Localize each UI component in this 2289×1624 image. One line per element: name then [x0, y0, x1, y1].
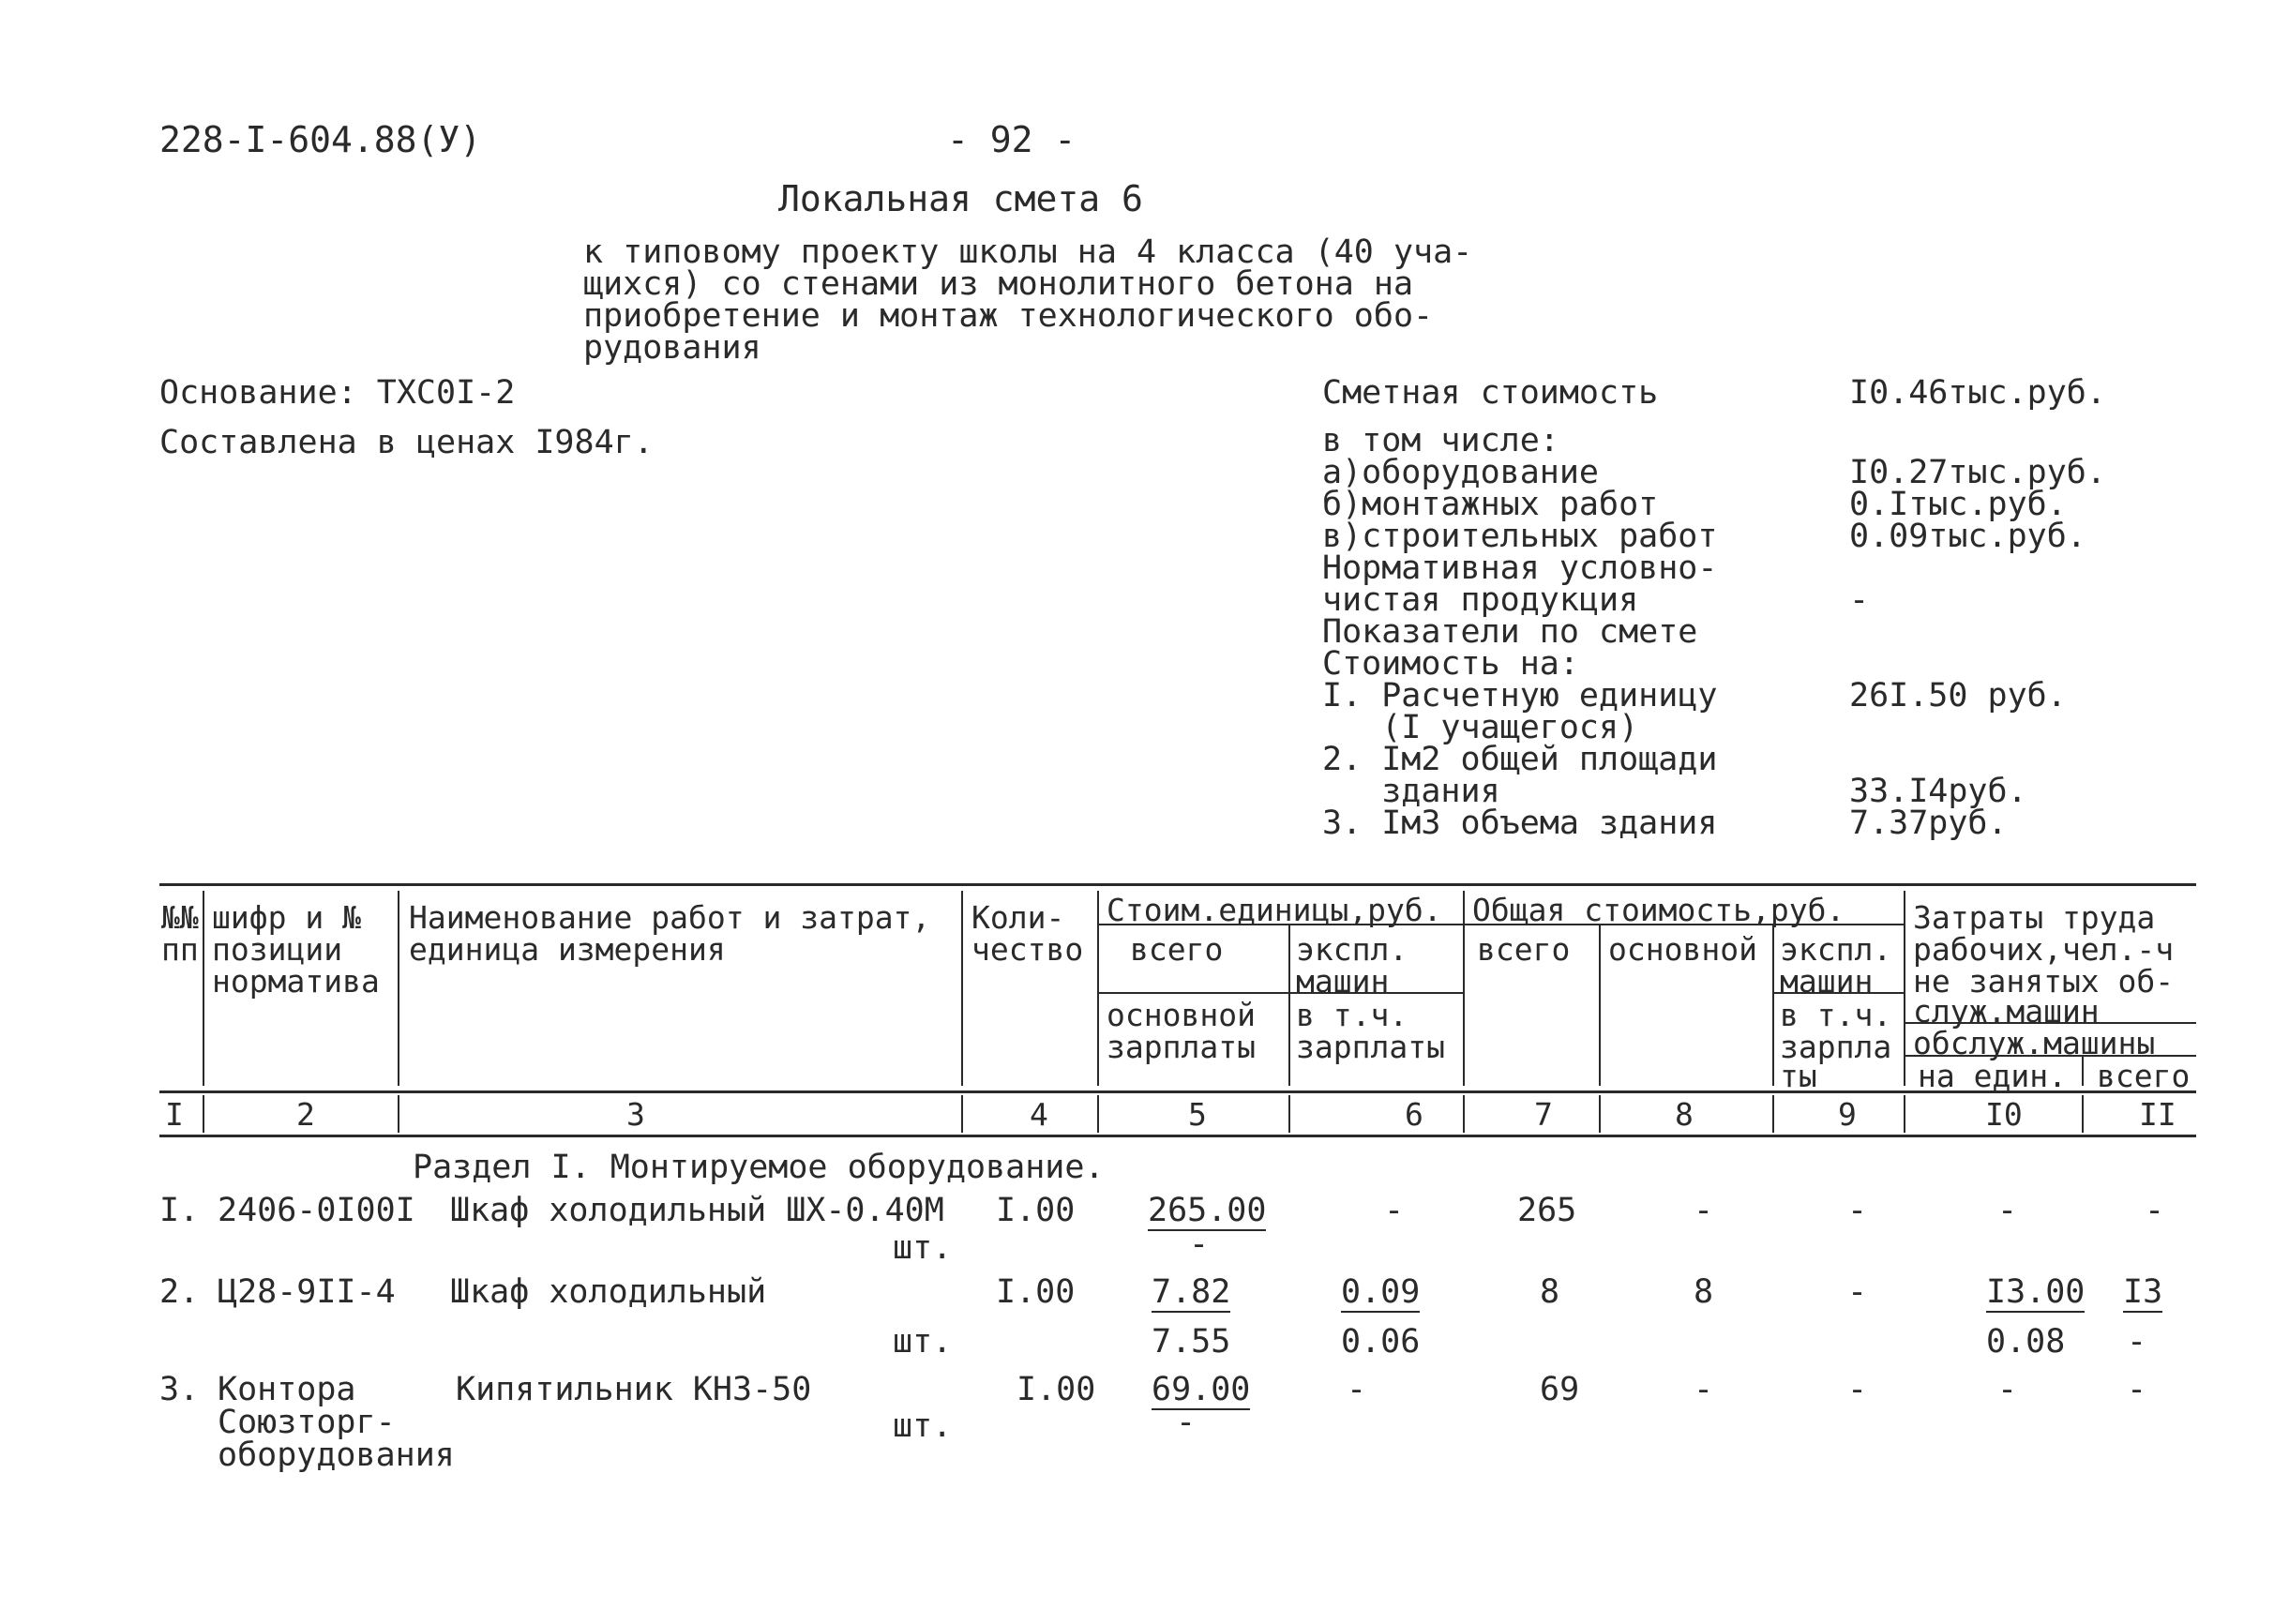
summary-label: I. Расчетную единицу	[1322, 677, 1718, 714]
header-unit-mach: машин	[1296, 963, 1390, 1000]
row-unit-cost: 265.00	[1148, 1192, 1267, 1229]
header-labor-sub: рабочих,чел.-ч	[1913, 931, 2175, 968]
basis-line: Основание: ТХС0I-2	[159, 374, 516, 412]
column-number: 6	[1405, 1096, 1423, 1133]
header-col4-line: Коли-	[971, 899, 1065, 936]
row-unit-mach-wage: 0.06	[1341, 1323, 1421, 1361]
prices-line: Составлена в ценах I984г.	[159, 424, 654, 461]
row-quantity: I.00	[1016, 1371, 1096, 1408]
column-separator	[203, 891, 204, 1086]
header-unit-wage: зарплаты	[1107, 1029, 1256, 1065]
row-unit-wage: -	[1176, 1404, 1197, 1441]
row-number: I.	[159, 1192, 200, 1229]
column-separator	[2082, 1095, 2084, 1133]
subtitle-line: приобретение и монтаж технологического обо-	[583, 297, 1434, 335]
row-labor-total: -	[2127, 1371, 2147, 1408]
column-separator	[961, 891, 963, 1086]
header-unit-cost: Стоим.единицы,руб.	[1107, 892, 1442, 928]
column-separator	[1599, 924, 1601, 1086]
column-number: I	[165, 1096, 184, 1133]
summary-value: 7.37руб.	[1849, 804, 2008, 842]
column-separator	[1463, 1095, 1465, 1133]
header-unit-total: всего	[1130, 931, 1224, 968]
row-labor-serv-total: -	[2127, 1323, 2147, 1361]
row-total-mach: -	[1847, 1273, 1868, 1311]
row-unit: шт.	[893, 1229, 953, 1267]
row-code: Ц28-9II-4	[218, 1273, 396, 1311]
summary-label: Стоимость на:	[1322, 645, 1579, 683]
row-total-mach: -	[1847, 1371, 1868, 1408]
header-labor-sub: служ.машин	[1913, 993, 2100, 1030]
section-title: Раздел I. Монтируемое оборудование.	[413, 1149, 1105, 1186]
summary-label: а)оборудование	[1322, 454, 1600, 491]
subtitle-line: рудования	[583, 329, 761, 367]
column-separator	[1097, 1095, 1099, 1133]
column-number: II	[2139, 1096, 2176, 1133]
summary-label: 2. Iм2 общей площади	[1322, 741, 1718, 778]
summary-label: в)строительных работ	[1322, 518, 1718, 555]
subtitle-line: щихся) со стенами из монолитного бетона на	[583, 265, 1414, 303]
header-col4-line: чество	[971, 931, 1084, 968]
column-separator	[1288, 924, 1290, 1086]
column-separator	[1599, 1095, 1601, 1133]
header-total-mach-wage: в т.ч.	[1780, 997, 1892, 1033]
summary-label: (I учащегося)	[1322, 709, 1639, 746]
summary-value: I0.27тыс.руб.	[1849, 454, 2106, 491]
column-separator	[398, 1095, 399, 1133]
row-name: Шкаф холодильный ШХ-0.40М	[450, 1192, 944, 1229]
row-name: Шкаф холодильный	[450, 1273, 767, 1311]
summary-value: 26I.50 руб.	[1849, 677, 2067, 714]
column-separator	[203, 1095, 204, 1133]
column-number: 4	[1030, 1096, 1048, 1133]
page-number: - 92 -	[947, 119, 1077, 160]
row-labor-unit: -	[1997, 1192, 2018, 1229]
row-unit-cost: 69.00	[1152, 1371, 1251, 1408]
header-total-mach-wage: ты	[1780, 1058, 1817, 1094]
row-unit-mach: -	[1347, 1371, 1367, 1408]
row-unit-wage: -	[1189, 1226, 1210, 1263]
header-col2-line: позиции	[212, 931, 343, 968]
header-total-all: всего	[1477, 931, 1571, 968]
summary-value: -	[1849, 581, 1870, 619]
row-labor-total: -	[2145, 1192, 2165, 1229]
column-number: 3	[626, 1096, 645, 1133]
row-labor-total: I3	[2123, 1273, 2163, 1311]
header-unit-mach: экспл.	[1296, 931, 1408, 968]
column-separator	[1904, 1095, 1905, 1133]
column-separator	[1772, 924, 1774, 1086]
header-labor-serv: обслуж.машины	[1913, 1025, 2156, 1061]
header-total-main: основной	[1608, 931, 1757, 968]
header-unit-wage: основной	[1107, 997, 1256, 1033]
header-col1-line: №№	[161, 899, 199, 936]
header-total-mach-wage: зарпла	[1780, 1029, 1892, 1065]
subtitle-line: к типовому проекту школы на 4 класса (40 уча-	[583, 233, 1473, 271]
row-labor-unit: I3.00	[1986, 1273, 2086, 1311]
row-number: 3.	[159, 1371, 200, 1408]
header-total-mach: машин	[1780, 963, 1874, 1000]
header-rule	[1099, 992, 1463, 994]
column-separator	[961, 1095, 963, 1133]
row-unit-wage: 7.55	[1152, 1323, 1231, 1361]
column-separator	[1772, 1095, 1774, 1133]
column-number: 2	[296, 1096, 315, 1133]
column-separator	[1097, 891, 1099, 1086]
row-labor-unit: -	[1997, 1371, 2018, 1408]
header-col2-line: шифр и №	[212, 899, 361, 936]
document-code: 228-I-604.88(У)	[159, 119, 482, 160]
header-col2-line: норматива	[212, 963, 380, 1000]
row-total-main: -	[1694, 1371, 1714, 1408]
row-total-main: -	[1694, 1192, 1714, 1229]
summary-label: 3. Iм3 объема здания	[1322, 804, 1718, 842]
column-number: 7	[1534, 1096, 1553, 1133]
row-total: 265	[1517, 1192, 1577, 1229]
summary-label: чистая продукция	[1322, 581, 1639, 619]
header-labor: Затраты труда	[1913, 899, 2156, 936]
row-code: Контора	[218, 1371, 356, 1408]
row-unit-cost: 7.82	[1152, 1273, 1231, 1311]
row-unit: шт.	[893, 1323, 953, 1361]
row-total-mach: -	[1847, 1192, 1868, 1229]
column-number: 5	[1188, 1096, 1207, 1133]
header-unit-mach-wage: в т.ч.	[1296, 997, 1408, 1033]
header-labor-total: всего	[2097, 1058, 2191, 1094]
header-total-cost: Общая стоимость,руб.	[1472, 892, 1845, 928]
header-total-mach: экспл.	[1780, 931, 1892, 968]
summary-label: Нормативная условно-	[1322, 549, 1718, 587]
header-col3-line: Наименование работ и затрат,	[409, 899, 931, 936]
row-quantity: I.00	[996, 1192, 1076, 1229]
row-unit-mach: 0.09	[1341, 1273, 1421, 1311]
row-total: 69	[1540, 1371, 1580, 1408]
summary-label: здания	[1322, 773, 1500, 810]
header-col3-line: единица измерения	[409, 931, 726, 968]
column-number: 9	[1838, 1096, 1857, 1133]
row-unit-mach: -	[1384, 1192, 1405, 1229]
header-labor-unit: на един.	[1918, 1058, 2067, 1094]
row-quantity: I.00	[996, 1273, 1076, 1311]
summary-label: Сметная стоимость	[1322, 374, 1659, 412]
summary-label: Показатели по смете	[1322, 613, 1698, 651]
numbering-bottom-rule	[159, 1135, 2196, 1137]
document-title: Локальная смета 6	[778, 178, 1143, 219]
row-code: Союзторг-	[218, 1404, 396, 1441]
table-top-rule	[159, 883, 2196, 886]
summary-value: 0.09тыс.руб.	[1849, 518, 2086, 555]
summary-value: 33.I4руб.	[1849, 773, 2027, 810]
column-separator	[1288, 1095, 1290, 1133]
column-separator	[398, 891, 399, 1086]
row-name: Кипятильник КНЗ-50	[456, 1371, 812, 1408]
header-col1-line: пп	[161, 931, 199, 968]
summary-value: 0.Iтыс.руб.	[1849, 486, 2067, 523]
column-number: I0	[1985, 1096, 2023, 1133]
row-total-main: 8	[1694, 1273, 1714, 1311]
numbering-top-rule	[159, 1090, 2196, 1093]
column-separator	[1463, 891, 1465, 1086]
row-unit: шт.	[893, 1407, 953, 1445]
row-total: 8	[1540, 1273, 1560, 1311]
summary-label: в том числе:	[1322, 422, 1559, 459]
row-number: 2.	[159, 1273, 200, 1311]
header-labor-sub: не занятых об-	[1913, 963, 2175, 1000]
row-code: 2406-0I00I	[218, 1192, 415, 1229]
summary-value: I0.46тыс.руб.	[1849, 374, 2106, 412]
header-unit-mach-wage: зарплаты	[1296, 1029, 1445, 1065]
summary-label: б)монтажных работ	[1322, 486, 1659, 523]
row-code: оборудования	[218, 1436, 455, 1474]
column-number: 8	[1675, 1096, 1694, 1133]
row-labor-serv: 0.08	[1986, 1323, 2066, 1361]
